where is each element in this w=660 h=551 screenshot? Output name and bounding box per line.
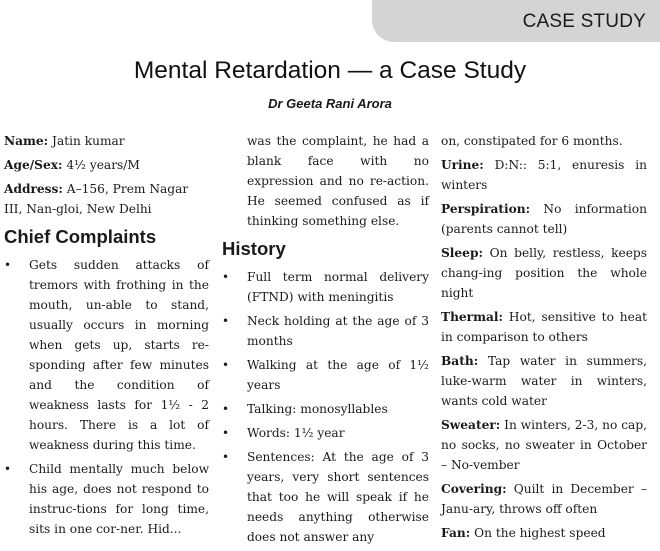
field-label: Fan: bbox=[441, 526, 471, 540]
bullet-icon: • bbox=[222, 426, 230, 440]
section-tab bbox=[372, 0, 660, 42]
generals-field-sleep bbox=[441, 243, 647, 303]
generals-field-sweater bbox=[441, 415, 647, 475]
generals-field-perspiration bbox=[441, 199, 647, 239]
generals-field-covering bbox=[441, 479, 647, 519]
field-label: Thermal: bbox=[441, 310, 504, 324]
field-label: Age/Sex: bbox=[4, 158, 63, 172]
column-1 bbox=[4, 131, 209, 543]
list-item-text: Walking at the age of 1½ years bbox=[247, 358, 429, 392]
field-label: Perspiration: bbox=[441, 202, 531, 216]
list-item bbox=[222, 447, 429, 547]
field-label: Sweater: bbox=[441, 418, 501, 432]
list-item-text: Gets sudden attacks of tremors with frothing in the mouth, un-able to stand, usually occurs in morning when gets up, starts re-sponding after few minutes and the condition of weakness lasts for 1½ - 2 hours. There is a lot of weakness during this time. bbox=[29, 258, 209, 452]
list-item bbox=[4, 459, 209, 539]
bullet-icon: • bbox=[222, 402, 230, 416]
list-item bbox=[222, 399, 429, 419]
list-item bbox=[222, 355, 429, 395]
list-item bbox=[4, 255, 209, 455]
field-value: D:N:: 5:1, enuresis in winters bbox=[441, 158, 647, 192]
article-title: Mental Retardation — a Case Study bbox=[133, 57, 527, 84]
generals-field-fan bbox=[441, 523, 647, 543]
bullet-icon: • bbox=[222, 450, 230, 464]
column-2 bbox=[222, 131, 429, 551]
chief-complaints-continuation: was the complaint, he had a blank face with no expression and no re-action. He seemed confused as if thinking something else. bbox=[247, 134, 429, 228]
history-heading: History bbox=[222, 238, 286, 259]
list-item bbox=[222, 311, 429, 351]
bullet-icon: • bbox=[4, 258, 12, 272]
patient-address bbox=[4, 179, 209, 219]
field-value: No information (parents cannot tell) bbox=[441, 202, 647, 236]
field-value: On the highest speed bbox=[470, 526, 606, 540]
field-value: In winters, 2-3, no cap, no socks, no sweater in October – No-vember bbox=[441, 418, 647, 472]
list-item-text: Child mentally much below his age, does not respond to instruc-tions for long time, sits in one cor-ner. Hid... bbox=[29, 462, 209, 536]
field-value: A–156, Prem Nagar III, Nan-gloi, New Delhi bbox=[4, 182, 189, 216]
list-item-text: Talking: monosyllables bbox=[247, 402, 388, 416]
field-value: On belly, restless, keeps chang-ing position the whole night bbox=[441, 246, 647, 300]
generals-continuation: on, constipated for 6 months. bbox=[441, 134, 623, 148]
field-label: Address: bbox=[4, 182, 63, 196]
field-value: 4½ years/M bbox=[62, 158, 140, 172]
field-label: Bath: bbox=[441, 354, 479, 368]
history-list bbox=[222, 267, 429, 547]
field-value: Hot, sensitive to heat in comparison to others bbox=[441, 310, 647, 344]
field-value: Tap water in summers, luke-warm water in winters, wants cold water bbox=[441, 354, 647, 408]
field-label: Name: bbox=[4, 134, 49, 148]
bullet-icon: • bbox=[222, 270, 230, 284]
chief-complaints-heading: Chief Complaints bbox=[4, 226, 157, 247]
list-item bbox=[222, 423, 429, 443]
generals-field-thermal bbox=[441, 307, 647, 347]
bullet-icon: • bbox=[222, 358, 230, 372]
bullet-icon: • bbox=[4, 462, 12, 476]
list-item-text: Words: 1½ year bbox=[247, 426, 345, 440]
bullet-icon: • bbox=[222, 314, 230, 328]
article-author: Dr Geeta Rani Arora bbox=[268, 96, 392, 111]
list-item-text: Full term normal delivery (FTND) with meningitis bbox=[247, 270, 429, 304]
patient-age-sex bbox=[4, 155, 209, 175]
patient-name bbox=[4, 131, 209, 151]
field-label: Sleep: bbox=[441, 246, 483, 260]
chief-complaints-list bbox=[4, 255, 209, 539]
field-value: Jatin kumar bbox=[48, 134, 125, 148]
list-item bbox=[222, 267, 429, 307]
list-item-text: Sentences: At the age of 3 years, very short sentences that too he will speak if he needs anything otherwise does not answer any bbox=[247, 450, 429, 544]
field-value: Quilt in December – Janu-ary, throws off often bbox=[441, 482, 647, 516]
list-item-text: Neck holding at the age of 3 months bbox=[247, 314, 429, 348]
column-3 bbox=[441, 131, 647, 547]
section-tab-label: CASE STUDY bbox=[522, 11, 646, 32]
field-label: Covering: bbox=[441, 482, 507, 496]
field-label: Urine: bbox=[441, 158, 484, 172]
generals-field-bath bbox=[441, 351, 647, 411]
generals-field-urine bbox=[441, 155, 647, 195]
